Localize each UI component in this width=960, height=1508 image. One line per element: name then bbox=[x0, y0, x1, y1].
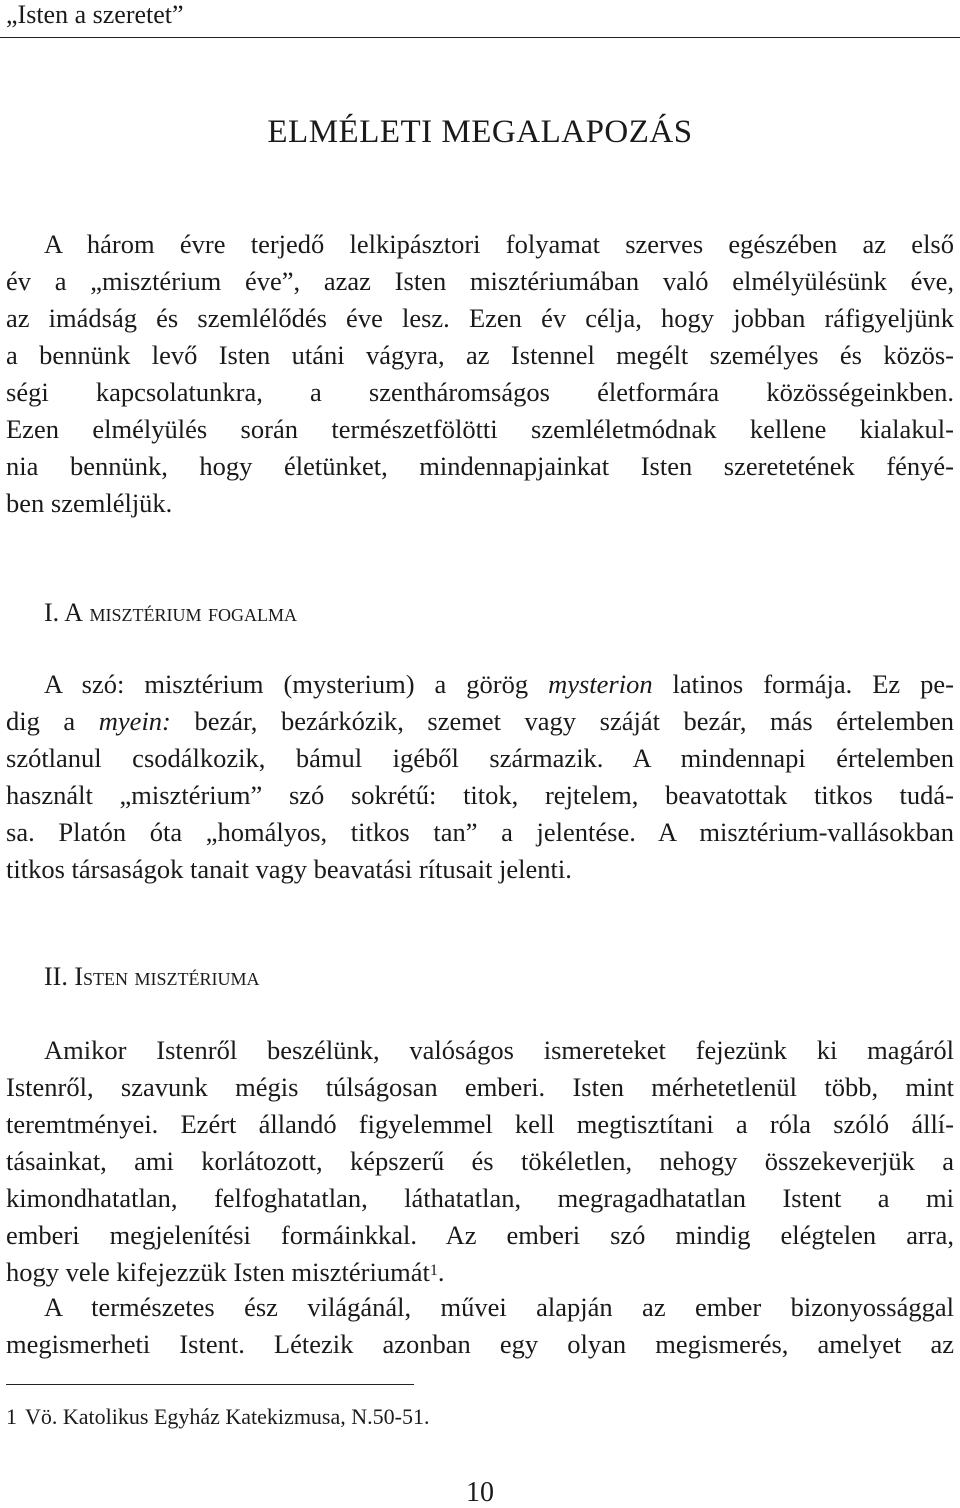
section1-paragraph bbox=[6, 666, 954, 888]
footnote-text: Vö. Katolikus Egyház Katekizmusa, N.50-51. bbox=[25, 1404, 430, 1429]
running-header bbox=[0, 0, 960, 38]
section-title-initial: I bbox=[74, 962, 83, 991]
section2-paragraph-2 bbox=[6, 1289, 954, 1363]
text-line: a bennünk levő Isten utáni vágyra, az Istennel megélt személyes és közös- bbox=[6, 340, 954, 370]
text-line: A három évre terjedő lelkipásztori folyamat szerves egészében az első bbox=[44, 229, 954, 259]
text-line: tásainkat, ami korlátozott, képszerű és tökéletlen, nehogy összekeverjük a bbox=[6, 1146, 954, 1176]
section-heading-2 bbox=[44, 960, 260, 994]
text-line: Istenről, szavunk mégis túlságosan emberi. Isten mérhetetlenül több, mint bbox=[6, 1072, 954, 1102]
text-line: dig a myein: bezár, bezárkózik, szemet vagy száját bezár, más értelemben bbox=[6, 706, 954, 736]
text-line: ségi kapcsolatunkra, a szentháromságos életformára közösségeinkben. bbox=[6, 377, 954, 407]
running-header-title: „Isten a szeretet” bbox=[6, 0, 184, 29]
foreign-term: myein: bbox=[98, 706, 171, 736]
section-title-rest: sten misztériuma bbox=[83, 962, 260, 991]
text-line: használt „misztérium” szó sokrétű: titok, rejtelem, beavatottak titkos tudá- bbox=[6, 780, 954, 810]
text-line: év a „misztérium éve”, azaz Isten misztériumában való elmélyülésünk éve, bbox=[6, 266, 954, 296]
text-line: emberi megjelenítési formáinkkal. Az emberi szó mindig elégtelen arra, bbox=[6, 1220, 954, 1250]
page-number: 10 bbox=[466, 1477, 494, 1508]
text-line: sa. Platón óta „homályos, titkos tan” a jelentése. A misztérium-vallásokban bbox=[6, 817, 954, 847]
text-line: Amikor Istenről beszélünk, valóságos ismereteket fejezünk ki magáról bbox=[44, 1035, 954, 1065]
section-number: I. bbox=[44, 598, 60, 627]
text-line: megismerheti Istent. Létezik azonban egy olyan megismerés, amelyet az bbox=[6, 1329, 954, 1359]
footnote bbox=[6, 1402, 429, 1432]
text-line: titkos társaságok tanait vagy beavatási rítusait jelenti. bbox=[6, 854, 572, 884]
section-title-initial: A bbox=[64, 598, 84, 627]
footnote-mark: 1 bbox=[6, 1404, 17, 1429]
text-line: Ezen elmélyülés során természetfölötti szemléletmódnak kellene kialakul- bbox=[6, 414, 954, 444]
text-line: szótlanul csodálkozik, bámul igéből származik. A mindennapi értelemben bbox=[6, 743, 954, 773]
text-line: A természetes ész világánál, művei alapján az ember bizonyossággal bbox=[44, 1292, 954, 1322]
footnote-reference[interactable]: 1 bbox=[429, 1262, 438, 1279]
text-line: nia bennünk, hogy életünket, mindennapjainkat Isten szeretetének fényé- bbox=[6, 451, 954, 481]
text-line: kimondhatatlan, felfoghatatlan, láthatatlan, megragadhatatlan Istent a mi bbox=[6, 1183, 954, 1213]
section-heading-1 bbox=[44, 596, 297, 630]
text-line: ben szemléljük. bbox=[6, 488, 173, 518]
intro-paragraph bbox=[6, 226, 954, 522]
text-line: hogy vele kifejezzük Isten misztériumát$^1$. bbox=[6, 1257, 445, 1287]
footnote-divider bbox=[6, 1384, 414, 1385]
chapter-title: ELMÉLETI MEGALAPOZÁS bbox=[267, 114, 693, 150]
text-line: teremtményei. Ezért állandó figyelemmel kell megtisztítani a róla szóló állí- bbox=[6, 1109, 954, 1139]
section-number: II. bbox=[44, 962, 68, 991]
text-line: az imádság és szemlélődés éve lesz. Ezen év célja, hogy jobban ráfigyeljünk bbox=[6, 303, 954, 333]
section2-paragraph-1 bbox=[6, 1032, 954, 1291]
text-line: A szó: misztérium (mysterium) a görög mysterion latinos formája. Ez pe- bbox=[44, 669, 954, 699]
section-title-rest: misztérium fogalma bbox=[83, 598, 298, 627]
foreign-term: mysterion bbox=[548, 669, 653, 699]
